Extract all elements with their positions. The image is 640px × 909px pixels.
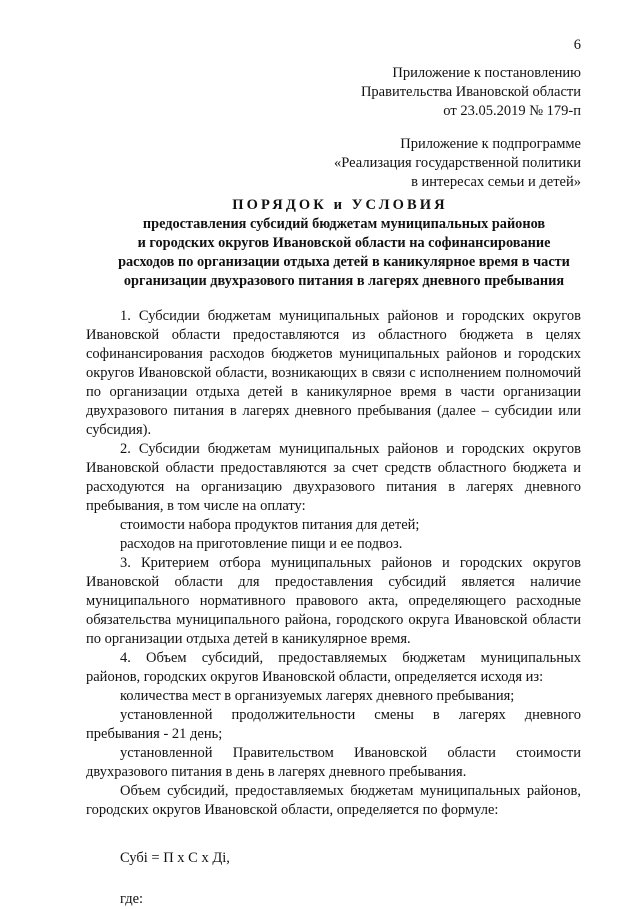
document-subtitle — [106, 215, 582, 291]
subtitle-line: предоставления субсидий бюджетам муниципальных районов — [142, 216, 546, 232]
paragraph-3: 3. Критерием отбора муниципальных районов и городских округов Ивановской области для предоставления субсидий является наличие муниципального нормативного правового акта, определяющего расходные обязательства муниципального района, городского округа Ивановской области по организации отдыха детей в каникулярное время. — [86, 555, 581, 647]
formula-where: где: — [120, 891, 144, 907]
paragraph-2: 2. Субсидии бюджетам муниципальных районов и городских округов Ивановской области предоставляются за счет средств областного бюджета и расходуются на организацию двухразового питания в лагерях дневного пребывания, в том числе на оплату: — [86, 441, 581, 514]
appendix-resolution-line: Приложение к постановлению — [392, 65, 581, 81]
subtitle-line: и городских округов Ивановской области на софинансирование — [137, 235, 551, 251]
paragraph-formula-intro: Объем субсидий, предоставляемых бюджетам муниципальных районов, городских округов Ивановской области, определяется по формуле: — [86, 783, 581, 818]
appendix-resolution-line: Правительства Ивановской области — [360, 84, 581, 100]
appendix-resolution-line: от 23.05.2019 № 179-п — [443, 103, 581, 119]
subtitle-line: организации двухразового питания в лагерях дневного пребывания — [123, 273, 565, 289]
appendix-subprogram-line: в интересах семьи и детей» — [411, 174, 581, 190]
paragraph-2-item: расходов на приготовление пищи и ее подвоз. — [120, 536, 403, 552]
document-title: ПОРЯДОК и УСЛОВИЯ — [232, 197, 448, 213]
formula: Субі = П х С х Ді, — [120, 850, 230, 866]
paragraph-1: 1. Субсидии бюджетам муниципальных районов и городских округов Ивановской области предоставляются из областного бюджета в целях софинансирования расходов бюджетов муниципальных районов и городских округов Ивановской области, возникающих в связи с исполнением полномочий по организации отдыха детей в каникулярное время в части организации двухразового питания в лагерях дневного пребывания (далее – субсидии или субсидия). — [86, 308, 581, 438]
appendix-subprogram-header — [240, 135, 581, 192]
paragraph-4-item: количества мест в организуемых лагерях дневного пребывания; — [120, 688, 515, 704]
paragraph-4-item: установленной Правительством Ивановской области стоимости двухразового питания в день в лагерях дневного пребывания. — [86, 745, 581, 780]
paragraph-2-item: стоимости набора продуктов питания для детей; — [120, 517, 420, 533]
document-body — [86, 307, 581, 909]
paragraph-4-item: установленной продолжительности смены в лагерях дневного пребывания - 21 день; — [86, 707, 581, 742]
appendix-resolution-header — [240, 64, 581, 121]
appendix-subprogram-line: «Реализация государственной политики — [334, 155, 581, 171]
page-number: 6 — [573, 37, 581, 53]
appendix-subprogram-line: Приложение к подпрограмме — [400, 136, 581, 152]
subtitle-line: расходов по организации отдыха детей в каникулярное время в части — [118, 254, 570, 270]
paragraph-4: 4. Объем субсидий, предоставляемых бюджетам муниципальных районов, городских округов Ивановской области, определяется исходя из: — [86, 650, 581, 685]
